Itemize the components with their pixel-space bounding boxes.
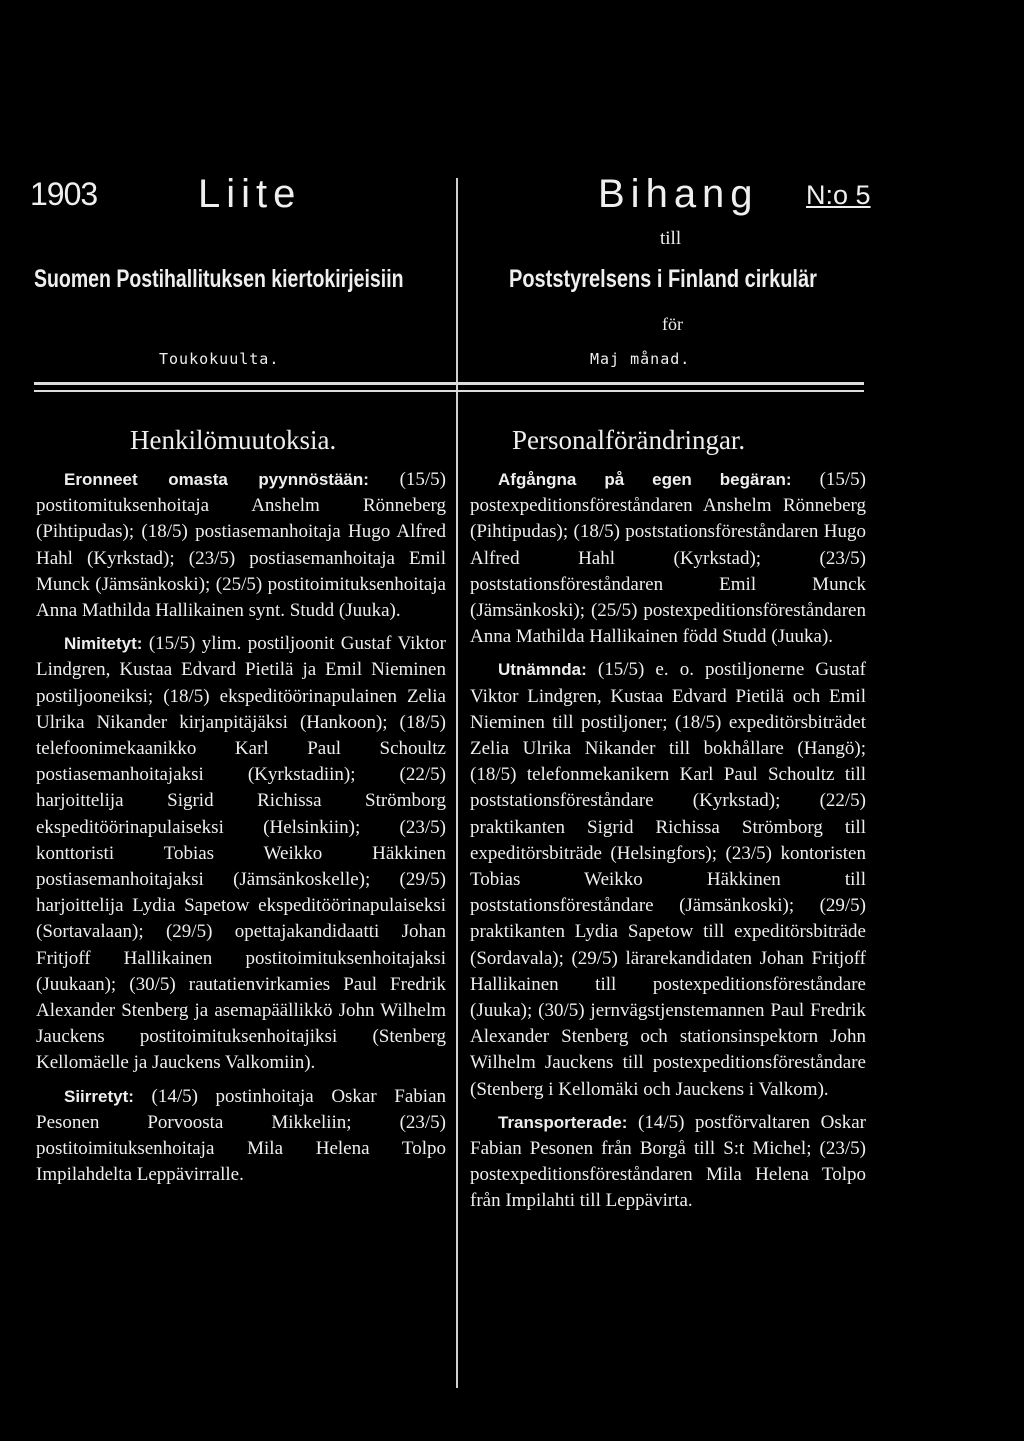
title-swedish: Bihang [598,172,759,216]
label-afgangna: Afgångna på egen begäran: [498,470,792,489]
section-heading-finnish: Henkilömuutoksia. [130,425,337,455]
label-transferred: Siirretyt: [64,1086,134,1106]
section-heading-swedish: Personalförändringar. [512,425,746,455]
till-label: till [660,228,682,249]
header-rule-top [34,382,864,385]
text-transferred: (14/5) postinhoitaja Oskar Fabian Pesonen Porvoosta Mikkeliin; (23/5) postitoimituksenhoitaja Mila Helena Tolpo Impilahdelta Leppävirralle. [36,1085,446,1186]
finnish-column [36,467,446,1195]
paragraph-appointed [36,631,446,1076]
label-transporterade: Transporterade: [498,1112,628,1132]
label-resigned: Eronneet omasta pyynnöstään: [64,470,369,489]
column-divider [456,178,458,1388]
month-finnish: Toukokuulta. [159,350,280,368]
paragraph-transporterade [470,1110,866,1215]
label-appointed: Nimitetyt: [64,634,143,654]
year: 1903 [30,176,98,212]
title-finnish: Liite [198,172,302,216]
label-utnamnda: Utnämnda: [498,660,587,680]
text-afgangna: (15/5) postexpeditionsföreståndaren Anshelm Rönneberg (Pihtipudas); (18/5) poststationsföreståndaren Hugo Alfred Hahl (Kyrkstad); (23/5) poststationsföreståndaren Emil Munck (Jämsänkoski); (25/5) postexpeditionsföreståndaren Anna Mathilda Hallikainen född Studd (Juuka). [470,469,866,648]
text-appointed: (15/5) ylim. postiljoonit Gustaf Viktor Lindgren, Kustaa Edvard Pietilä ja Emil Nieminen postiljooneiksi; (18/5) ekspeditöörinapulainen Zelia Ulrika Nikander kirjanpitäjäksi (Hankoon); (18/5) telefoonimekaanikko Karl Paul Schoultz postiasemanhoitajaksi (Kyrkstadiin); (22/5) harjoittelija Sigrid Richissa Strömborg ekspeditöörinapulaiseksi (Helsinkiin); (23/5) konttoristi Tobias Weikko Häkkinen postiasemanhoitajaksi (Jämsänkoskelle); (29/5) harjoittelija Lydia Sapetow ekspeditöörinapulaiseksi (Sortavalaan); (29/5) opettajakandidaatti Johan Fritjoff Hallikainen postitoimituksenhoitajaksi (Juukaan); (30/5) rautatienvirkamies Paul Fredrik Alexander Stenberg ja asemapäällikkö John Wilhelm Jauckens postitoimituksenhoitajiksi (Stenberg Kellomäelle ja Jauckens Valkomiin). [36,633,446,1074]
issue-number: N:o 5 [806,180,871,210]
paragraph-resigned [36,467,446,624]
subtitle-swedish: Poststyrelsens i Finland cirkulär [509,265,817,293]
subtitle-finnish: Suomen Postihallituksen kiertokirjeisiin [34,265,404,293]
text-transporterade: (14/5) postförvaltaren Oskar Fabian Pesonen från Borgå till S:t Michel; (23/5) postexpeditionsföreståndaren Mila Helena Tolpo från Impilahti till Leppävirta. [470,1111,866,1212]
header-rule-bottom [34,390,864,392]
month-swedish: Maj månad. [590,350,691,368]
text-utnamnda: (15/5) e. o. postiljonerne Gustaf Viktor Lindgren, Kustaa Edvard Pietilä och Emil Nieminen till postiljoner; (18/5) expeditörsbiträdet Zelia Ulrika Nikander till bokhållare (Hangö); (18/5) telefonmekanikern Karl Paul Schoultz till poststationsföreståndare (Kyrkstad); (22/5) praktikanten Sigrid Richissa Strömborg till expeditörsbiträde (Helsingfors); (23/5) kontoristen Tobias Weikko Häkkinen till poststationsföreståndare (Jämsänkoski); (29/5) praktikanten Lydia Sapetow till expeditörsbiträde (Sordavala); (29/5) lärarekandidaten Johan Fritjoff Hallikainen till postexpeditionsföreståndare (Juuka); (30/5) jernvägstjenstemannen Paul Fredrik Alexander Stenberg och stationsinspektorn John Wilhelm Jauckens till postexpeditionsföreståndare (Stenberg i Kellomäki och Jauckens i Valkom). [470,659,867,1100]
text-resigned: (15/5) postitomituksenhoitaja Anshelm Rönneberg (Pihtipudas); (18/5) postiasemanhoitaja Hugo Alfred Hahl (Kyrkstad); (23/5) postiasemanhoitaja Emil Munck (Jämsänkoski); (25/5) postitoimituksenhoitaja Anna Mathilda Hallikainen synt. Studd (Juuka). [36,469,447,622]
paragraph-transferred [36,1084,446,1189]
swedish-column [470,467,866,1222]
paragraph-utnamnda [470,657,866,1102]
paragraph-afgangna [470,467,866,650]
for-label: för [662,314,683,334]
